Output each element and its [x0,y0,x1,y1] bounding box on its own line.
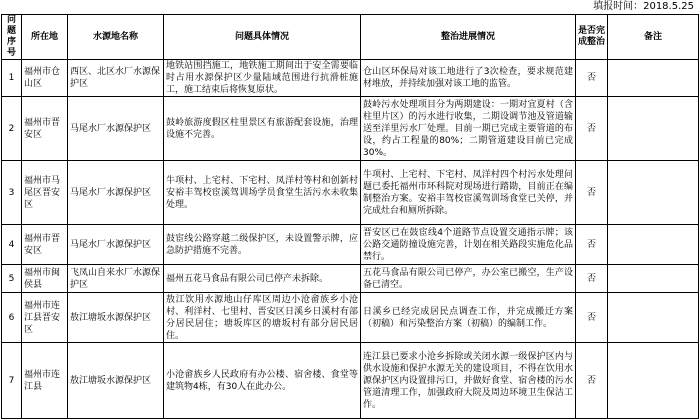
row-note [608,60,699,97]
fill-time: 填报时间：2018.5.25 [593,1,694,12]
row-done: 否 [576,97,608,161]
row-location: 福州市晋安区 [22,225,68,265]
row-note [608,225,699,265]
row-progress: 牛项村、上宅村、下宅村、凤洋村四个村污水处理问题已委托福州市环科院对现场进行踏勘，目前正在编制整治方案。安裕丰驾校宦溪驾训场食堂已关停，并完成灶台和厕所拆除。 [361,161,576,225]
table-header-row [2,15,699,60]
row-problem: 小沧畲族乡人民政府有办公楼、宿舍楼、食堂等建筑物4栋，有30人在此办公。 [164,343,361,419]
row-problem: 牛项村、上宅村、下宅村、凤洋村等村和创新村安裕丰驾校宦溪驾训场学员食堂生活污水未收集处理。 [164,161,361,225]
row-no: 6 [2,293,22,343]
row-location: 福州市马尾区晋安区 [22,161,68,225]
row-source: 敖江塘坂水源保护区 [68,343,164,419]
row-note [608,161,699,225]
row-location: 福州市连江县晋安区 [22,293,68,343]
row-done: 否 [576,265,608,293]
row-location: 福州市仓山区 [22,60,68,97]
table-row [2,97,699,161]
table-row [2,60,699,97]
header-done: 是否完成整治 [576,15,608,60]
row-no: 2 [2,97,22,161]
header-source: 水源地名称 [68,15,164,60]
row-note [608,343,699,419]
row-source: 马尾水厂水源保护区 [68,97,164,161]
row-progress: 仓山区环保局对该工地进行了3次检查，要求规范建材堆放，并持续加强对该工地的监管。 [361,60,576,97]
row-done: 否 [576,225,608,265]
row-no: 4 [2,225,22,265]
row-problem: 福州五花马食品有限公司已停产未拆除。 [164,265,361,293]
header-problem: 问题具体情况 [164,15,361,60]
row-no: 3 [2,161,22,225]
row-progress: 日溪乡已经完成居民点调查工作，并完成搬迁方案（初稿）和污染整治方案（初稿）的编制工作。 [361,293,576,343]
row-done: 否 [576,343,608,419]
row-problem: 鼓宦线公路穿越二级保护区，未设置警示牌，应急防护措施不完善。 [164,225,361,265]
header-location: 所在地 [22,15,68,60]
row-location: 福州市连江县 [22,343,68,419]
row-problem: 鼓岭旅游度假区柱里景区有旅游配套设施，治理设施不完善。 [164,97,361,161]
table-row [2,343,699,419]
table-row [2,293,699,343]
row-note [608,97,699,161]
row-problem: 地铁站围挡施工，地铁施工期间出于安全需要临时占用水源保护区少量陆域范围进行抗滑桩施工，施工结束后将恢复原状。 [164,60,361,97]
row-progress: 晋安区已在鼓宦线4个道路节点设置交通指示牌；该公路交通防撞设施完善，计划在相关路段实施危化品禁行。 [361,225,576,265]
row-no: 5 [2,265,22,293]
row-source: 飞凤山自来水厂水源保护区 [68,265,164,293]
row-source: 西区、北区水厂水源保护区 [68,60,164,97]
row-progress: 五花马食品有限公司已停产，办公室已搬空，生产设备已清空。 [361,265,576,293]
header-progress: 整治进展情况 [361,15,576,60]
table-row [2,225,699,265]
table-row [2,161,699,225]
row-done: 否 [576,60,608,97]
row-location: 福州市闽侯县 [22,265,68,293]
row-source: 马尾水厂水源保护区 [68,161,164,225]
table-row [2,265,699,293]
header-no: 问题序号 [2,15,22,60]
row-source: 马尾水厂水源保护区 [68,225,164,265]
row-progress: 鼓岭污水处理项目分为两期建设：一期对宜夏村（含柱里片区）的污水进行收集，二期设调节池及管道输送至洋里污水厂处理。目前一期已完成主要管道的布设，约占工程量的80%；二期管道建设目前已完成30%。 [361,97,576,161]
header-note: 备注 [608,15,699,60]
rectification-table [1,14,699,419]
row-source: 敖江塘坂水源保护区 [68,293,164,343]
row-note [608,265,699,293]
row-no: 7 [2,343,22,419]
row-done: 否 [576,161,608,225]
row-problem: 敖江饮用水源地山仔库区周边小沧畲族乡小沧村、利洋村、七里村、晋安区日溪乡日溪村有部分居民居住；塘坂库区的塘坂村有部分居民居住。 [164,293,361,343]
row-done: 否 [576,293,608,343]
row-location: 福州市晋安区 [22,97,68,161]
row-progress: 连江县已要求小沧乡拆除或关闭水源一级保护区内与供水设施和保护水源无关的建设项目，不得在饮用水源保护区内设置排污口，并做好食堂、宿舍楼的污水管道清理工作，加强政府大院及周边环境卫生保洁工作。 [361,343,576,419]
row-note [608,293,699,343]
row-no: 1 [2,60,22,97]
